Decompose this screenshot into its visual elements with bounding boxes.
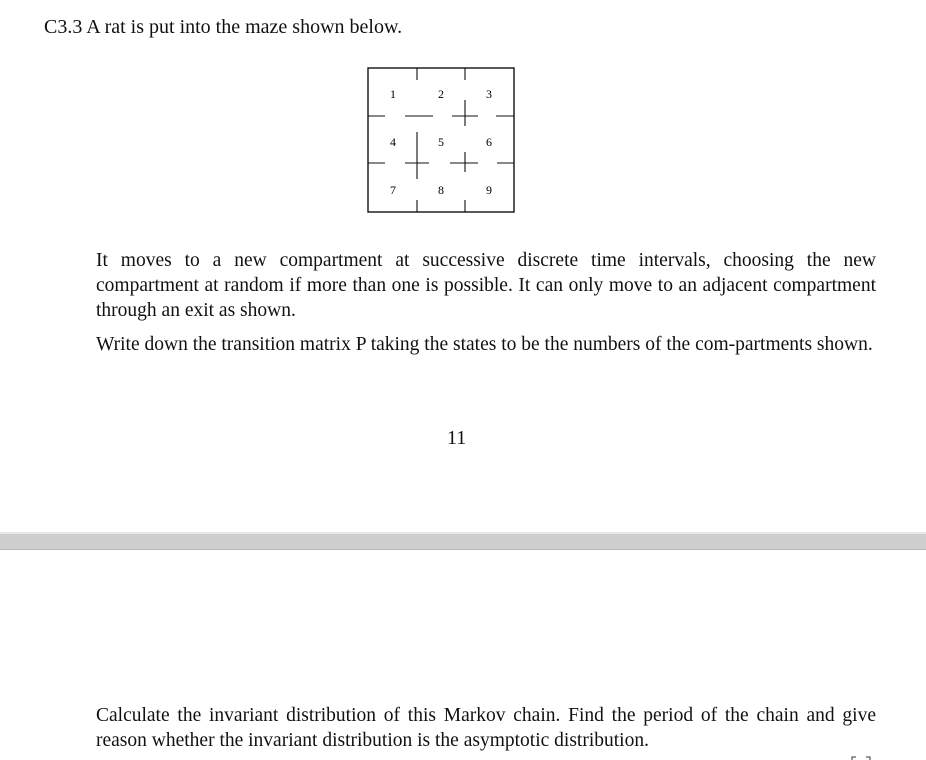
maze-svg (366, 66, 518, 216)
maze-cell-label: 4 (390, 135, 396, 149)
maze-cell-label: 2 (438, 87, 444, 101)
maze-cell-label: 8 (438, 183, 444, 197)
maze-diagram (366, 66, 518, 221)
page-separator (0, 532, 926, 550)
task-paragraph-2: Calculate the invariant distribution of this Markov chain. Find the period of the chain and give reason whether the invariant distribution is the asymptotic distribution. (96, 705, 876, 751)
description-paragraph: It moves to a new compartment at successive discrete time intervals, choosing the new compartment at random if more than one is possible. It can only move to an adjacent compartment through an exit as shown. (96, 250, 876, 321)
marks-bracket-fragment (850, 748, 872, 760)
maze-cell-label: 5 (438, 135, 444, 149)
maze-cell-label: 6 (486, 135, 492, 149)
maze-cell-label: 9 (486, 183, 492, 197)
maze-cell-label: 3 (486, 87, 492, 101)
maze-cell-label: 7 (390, 183, 396, 197)
maze-cell-label: 1 (390, 87, 396, 101)
question-heading: C3.3 A rat is put into the maze shown below. (44, 16, 403, 38)
task-paragraph: Write down the transition matrix P taking the states to be the numbers of the com-partments shown. (96, 334, 873, 355)
page-number: 11 (447, 427, 467, 449)
